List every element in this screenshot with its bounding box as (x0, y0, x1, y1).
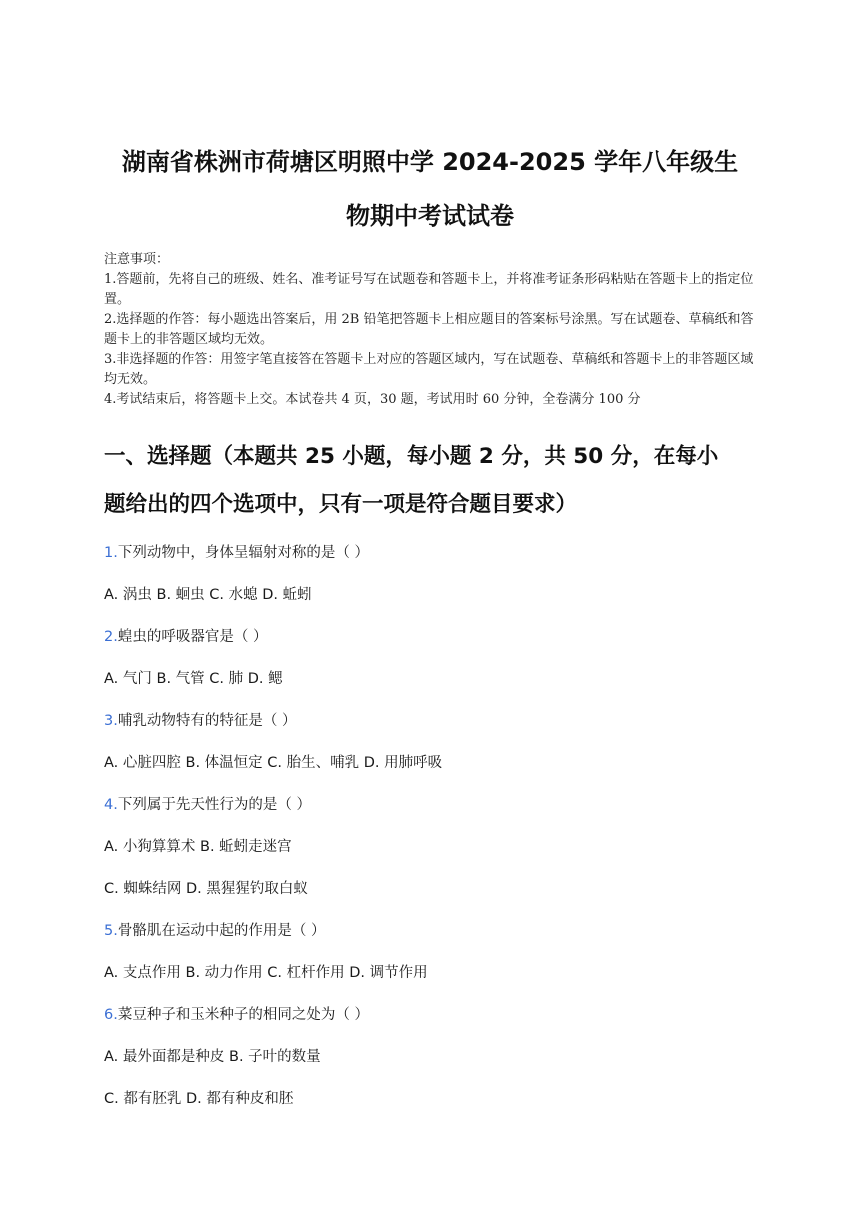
question-text: 骨骼肌在运动中起的作用是（ ） (117, 923, 326, 939)
page-title-line-2: 物期中考试试卷 (346, 202, 514, 230)
question-4 (104, 793, 764, 814)
question-text: 下列属于先天性行为的是（ ） (117, 797, 311, 813)
question-3-options: A. 心脏四腔 B. 体温恒定 C. 胎生、哺乳 D. 用肺呼吸 (104, 755, 443, 771)
question-text: 菜豆种子和玉米种子的相同之处为（ ） (117, 1007, 369, 1023)
question-text: 下列动物中，身体呈辐射对称的是（ ） (117, 545, 369, 561)
notice-item: 1.答题前，先将自己的班级、姓名、准考证号写在试题卷和答题卡上，并将准考证条形码粘贴在答题卡上的指定位置。 (104, 272, 754, 307)
question-4-options-line-2: C. 蜘蛛结网 D. 黑猩猩钓取白蚁 (104, 881, 308, 897)
question-number: 1. (104, 545, 118, 561)
question-5 (104, 919, 764, 940)
question-3 (104, 709, 764, 730)
section-heading-line-2: 题给出的四个选项中，只有一项是符合题目要求） (104, 492, 578, 517)
question-text: 蝗虫的呼吸器官是（ ） (117, 629, 268, 645)
question-4-options-line-1: A. 小狗算算术 B. 蚯蚓走迷宫 (104, 839, 292, 855)
question-6-options-line-2: C. 都有胚乳 D. 都有种皮和胚 (104, 1091, 294, 1107)
question-text: 哺乳动物特有的特征是（ ） (117, 713, 297, 729)
notice-item: 4.考试结束后，将答题卡上交。本试卷共 4 页，30 题，考试用时 60 分钟，全卷满分 100 分 (104, 392, 641, 407)
question-6-options-line-1: A. 最外面都是种皮 B. 子叶的数量 (104, 1049, 321, 1065)
question-6 (104, 1003, 764, 1024)
question-number: 3. (104, 713, 118, 729)
notice-item: 3.非选择题的作答：用签字笔直接答在答题卡上对应的答题区域内，写在试题卷、草稿纸和答题卡上的非答题区域均无效。 (104, 352, 754, 387)
question-2-options: A. 气门 B. 气管 C. 肺 D. 鳃 (104, 671, 283, 687)
section-heading-line-1: 一、选择题（本题共 25 小题，每小题 2 分，共 50 分，在每小 (104, 444, 719, 469)
notice-block (104, 250, 760, 410)
question-5-options: A. 支点作用 B. 动力作用 C. 杠杆作用 D. 调节作用 (104, 965, 428, 981)
question-number: 2. (104, 629, 118, 645)
notice-item: 2.选择题的作答：每小题选出答案后，用 2B 铅笔把答题卡上相应题目的答案标号涂黑。写在试题卷、草稿纸和答题卡上的非答题区域均无效。 (104, 312, 754, 347)
page-title-line-1: 湖南省株洲市荷塘区明照中学 2024-2025 学年八年级生 (121, 148, 739, 176)
question-number: 4. (104, 797, 118, 813)
question-1 (104, 541, 764, 562)
notice-heading: 注意事项： (104, 252, 170, 267)
question-number: 6. (104, 1007, 118, 1023)
question-1-options: A. 涡虫 B. 蛔虫 C. 水螅 D. 蚯蚓 (104, 587, 312, 603)
question-number: 5. (104, 923, 118, 939)
question-2 (104, 625, 764, 646)
